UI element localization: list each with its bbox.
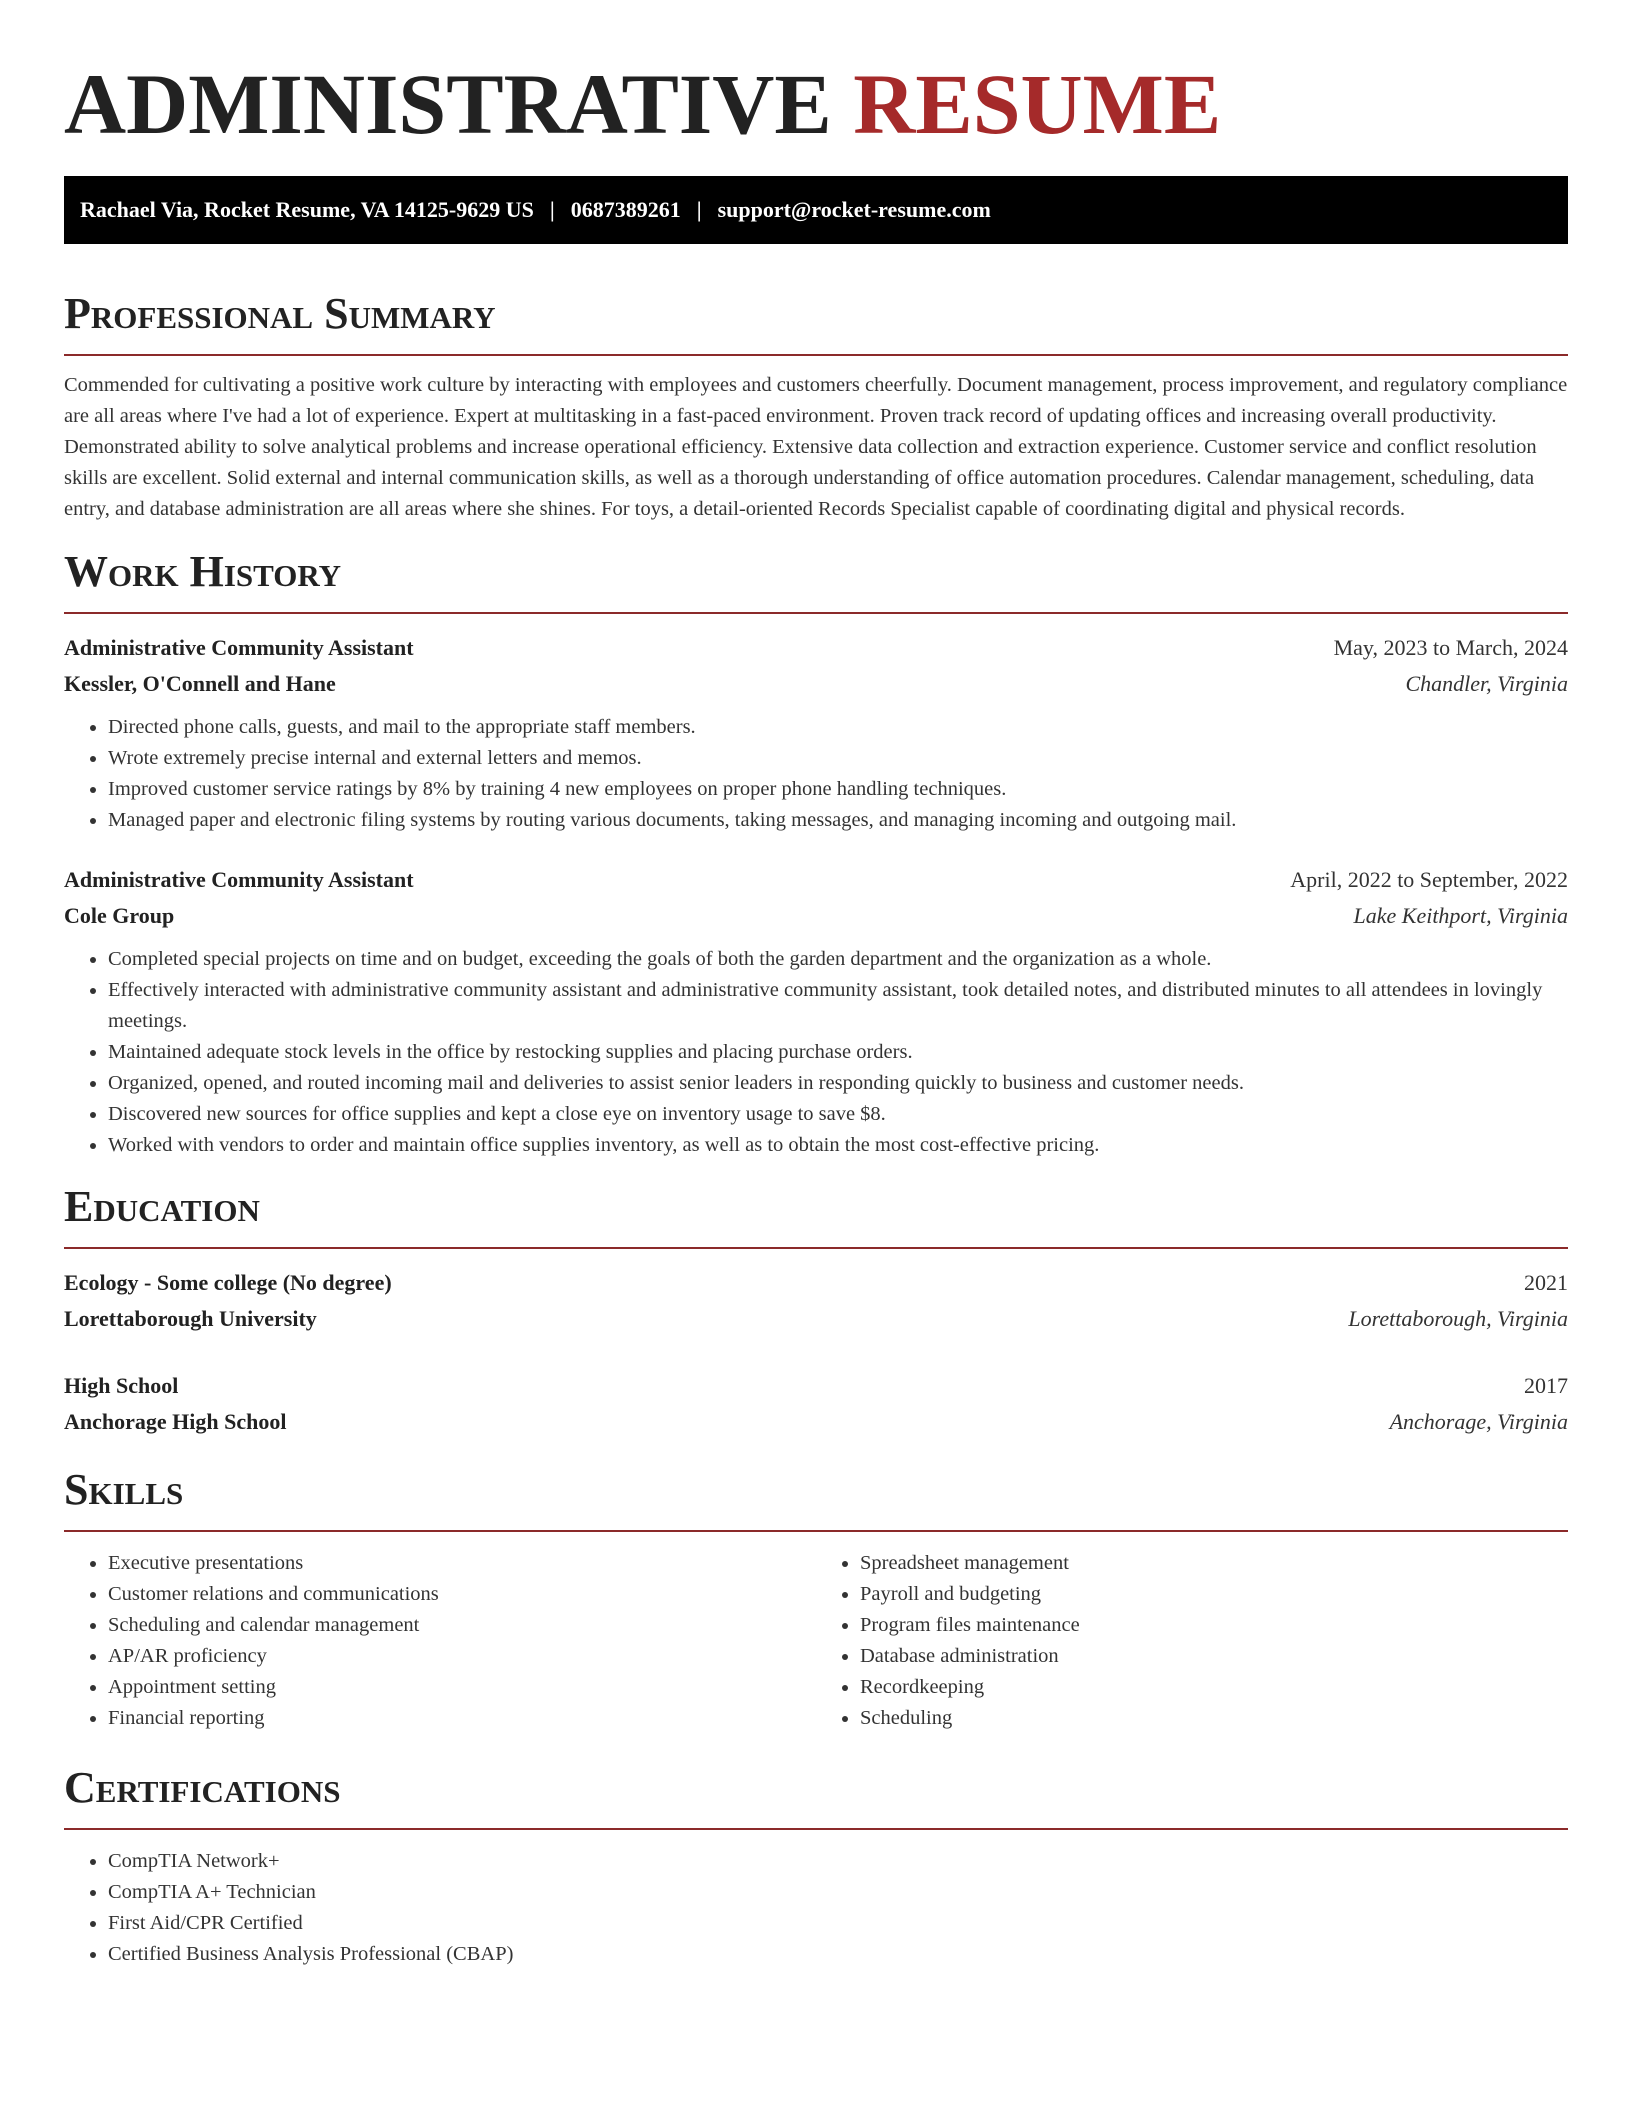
job-bullet: • Effectively interacted with administrative community assistant and administrative community assistant, took detailed notes, and distributed minutes to all attendees in lovingly meetings. — [108, 975, 1568, 1037]
job-company-row — [64, 666, 1568, 702]
certification-item: • First Aid/CPR Certified — [108, 1908, 1568, 1939]
contact-phone: 0687389261 — [570, 197, 681, 222]
education-degree: High School — [64, 1372, 179, 1398]
skill-item: • Spreadsheet management — [860, 1548, 1568, 1579]
title-accent: RESUME — [853, 56, 1222, 152]
work-history-heading: Work History — [64, 546, 342, 596]
title-main: ADMINISTRATIVE — [64, 56, 832, 152]
education-heading: Education — [64, 1181, 260, 1231]
skill-item: • AP/AR proficiency — [108, 1641, 816, 1672]
certification-item: • CompTIA A+ Technician — [108, 1877, 1568, 1908]
skills-right-column — [816, 1548, 1568, 1734]
skill-item: • Program files maintenance — [860, 1610, 1568, 1641]
summary-section — [64, 288, 1568, 525]
skill-item: • Scheduling — [860, 1703, 1568, 1734]
job-company: Kessler, O'Connell and Hane — [64, 670, 336, 696]
contact-email: support@rocket-resume.com — [717, 197, 991, 222]
summary-heading: Professional Summary — [64, 289, 496, 338]
skill-item: • Executive presentations — [108, 1548, 816, 1579]
contact-separator: | — [549, 197, 555, 222]
job-bullet: • Completed special projects on time and on budget, exceeding the goals of both the garden department and the organization as a whole. — [108, 944, 1568, 975]
section-divider — [64, 354, 1568, 356]
skill-item: • Recordkeeping — [860, 1672, 1568, 1703]
certification-item: • Certified Business Analysis Professional (CBAP) — [108, 1939, 1568, 1970]
job-location: Lake Keithport, Virginia — [1353, 902, 1568, 928]
job-entry — [64, 862, 1568, 1161]
job-bullet: • Directed phone calls, guests, and mail to the appropriate staff members. — [108, 712, 1568, 743]
education-header-row — [64, 1265, 1568, 1301]
education-header-row — [64, 1368, 1568, 1404]
job-dates: May, 2023 to March, 2024 — [1333, 634, 1568, 660]
work-history-section — [64, 546, 1568, 1161]
section-divider — [64, 1247, 1568, 1249]
skills-heading: Skills — [64, 1464, 184, 1514]
skill-item: • Financial reporting — [108, 1703, 816, 1734]
education-school-row — [64, 1301, 1568, 1337]
contact-separator: | — [696, 197, 702, 222]
education-location: Anchorage, Virginia — [1389, 1408, 1568, 1434]
education-year: 2021 — [1524, 1269, 1568, 1295]
skill-item: • Appointment setting — [108, 1672, 816, 1703]
contact-bar — [64, 176, 1568, 244]
resume-page — [64, 56, 1568, 1970]
summary-text: Commended for cultivating a positive work culture by interacting with employees and customers cheerfully. Document management, process improvement, and regulatory compliance are all areas where I've had a lot of experience. Expert at multitasking in a fast-paced environment. Proven track record of updating offices and increasing overall productivity. Demonstrated ability to solve analytical problems and increase operational efficiency. Extensive data collection and extraction experience. Customer service and conflict resolution skills are excellent. Solid external and internal communication skills, as well as a thorough understanding of office automation procedures. Calendar management, scheduling, data entry, and database administration are all areas where she shines. For toys, a detail-oriented Records Specialist capable of coordinating digital and physical records. — [64, 374, 1568, 520]
education-degree: Ecology - Some college (No degree) — [64, 1269, 392, 1295]
skill-item: • Customer relations and communications — [108, 1579, 816, 1610]
job-title: Administrative Community Assistant — [64, 634, 414, 660]
job-bullet: • Maintained adequate stock levels in the office by restocking supplies and placing purchase orders. — [108, 1037, 1568, 1068]
skills-left-column — [64, 1548, 816, 1734]
job-title: Administrative Community Assistant — [64, 866, 414, 892]
job-header-row — [64, 862, 1568, 898]
contact-address: Rachael Via, Rocket Resume, VA 14125-9629 US — [80, 197, 534, 222]
job-entry — [64, 630, 1568, 836]
job-company-row — [64, 898, 1568, 934]
job-bullet: • Worked with vendors to order and maintain office supplies inventory, as well as to obtain the most cost-effective pricing. — [108, 1130, 1568, 1161]
section-divider — [64, 1828, 1568, 1830]
education-location: Lorettaborough, Virginia — [1348, 1305, 1568, 1331]
job-bullet: • Organized, opened, and routed incoming mail and deliveries to assist senior leaders in responding quickly to business and customer needs. — [108, 1068, 1568, 1099]
job-bullets — [64, 944, 1568, 1161]
job-bullet: • Discovered new sources for office supplies and kept a close eye on inventory usage to save $8. — [108, 1099, 1568, 1130]
job-bullets — [64, 712, 1568, 836]
certifications-section — [64, 1762, 1568, 1970]
skill-item: • Scheduling and calendar management — [108, 1610, 816, 1641]
job-bullet: • Managed paper and electronic filing systems by routing various documents, taking messages, and managing incoming and outgoing mail. — [108, 805, 1568, 836]
job-header-row — [64, 630, 1568, 666]
education-school: Anchorage High School — [64, 1408, 287, 1434]
job-company: Cole Group — [64, 902, 175, 928]
skill-item: • Database administration — [860, 1641, 1568, 1672]
education-entry — [64, 1368, 1568, 1440]
section-divider — [64, 1530, 1568, 1532]
education-entry — [64, 1265, 1568, 1337]
job-bullet: • Wrote extremely precise internal and external letters and memos. — [108, 743, 1568, 774]
skills-grid — [64, 1548, 1568, 1734]
resume-title — [64, 56, 1568, 152]
education-school: Lorettaborough University — [64, 1305, 317, 1331]
job-bullet: • Improved customer service ratings by 8% by training 4 new employees on proper phone handling techniques. — [108, 774, 1568, 805]
job-dates: April, 2022 to September, 2022 — [1290, 866, 1568, 892]
education-year: 2017 — [1524, 1372, 1568, 1398]
certifications-list — [64, 1846, 1568, 1970]
section-divider — [64, 612, 1568, 614]
education-school-row — [64, 1404, 1568, 1440]
skills-section — [64, 1464, 1568, 1734]
job-location: Chandler, Virginia — [1405, 670, 1568, 696]
education-section — [64, 1181, 1568, 1440]
skill-item: • Payroll and budgeting — [860, 1579, 1568, 1610]
certifications-heading: Certifications — [64, 1762, 341, 1812]
certification-item: • CompTIA Network+ — [108, 1846, 1568, 1877]
